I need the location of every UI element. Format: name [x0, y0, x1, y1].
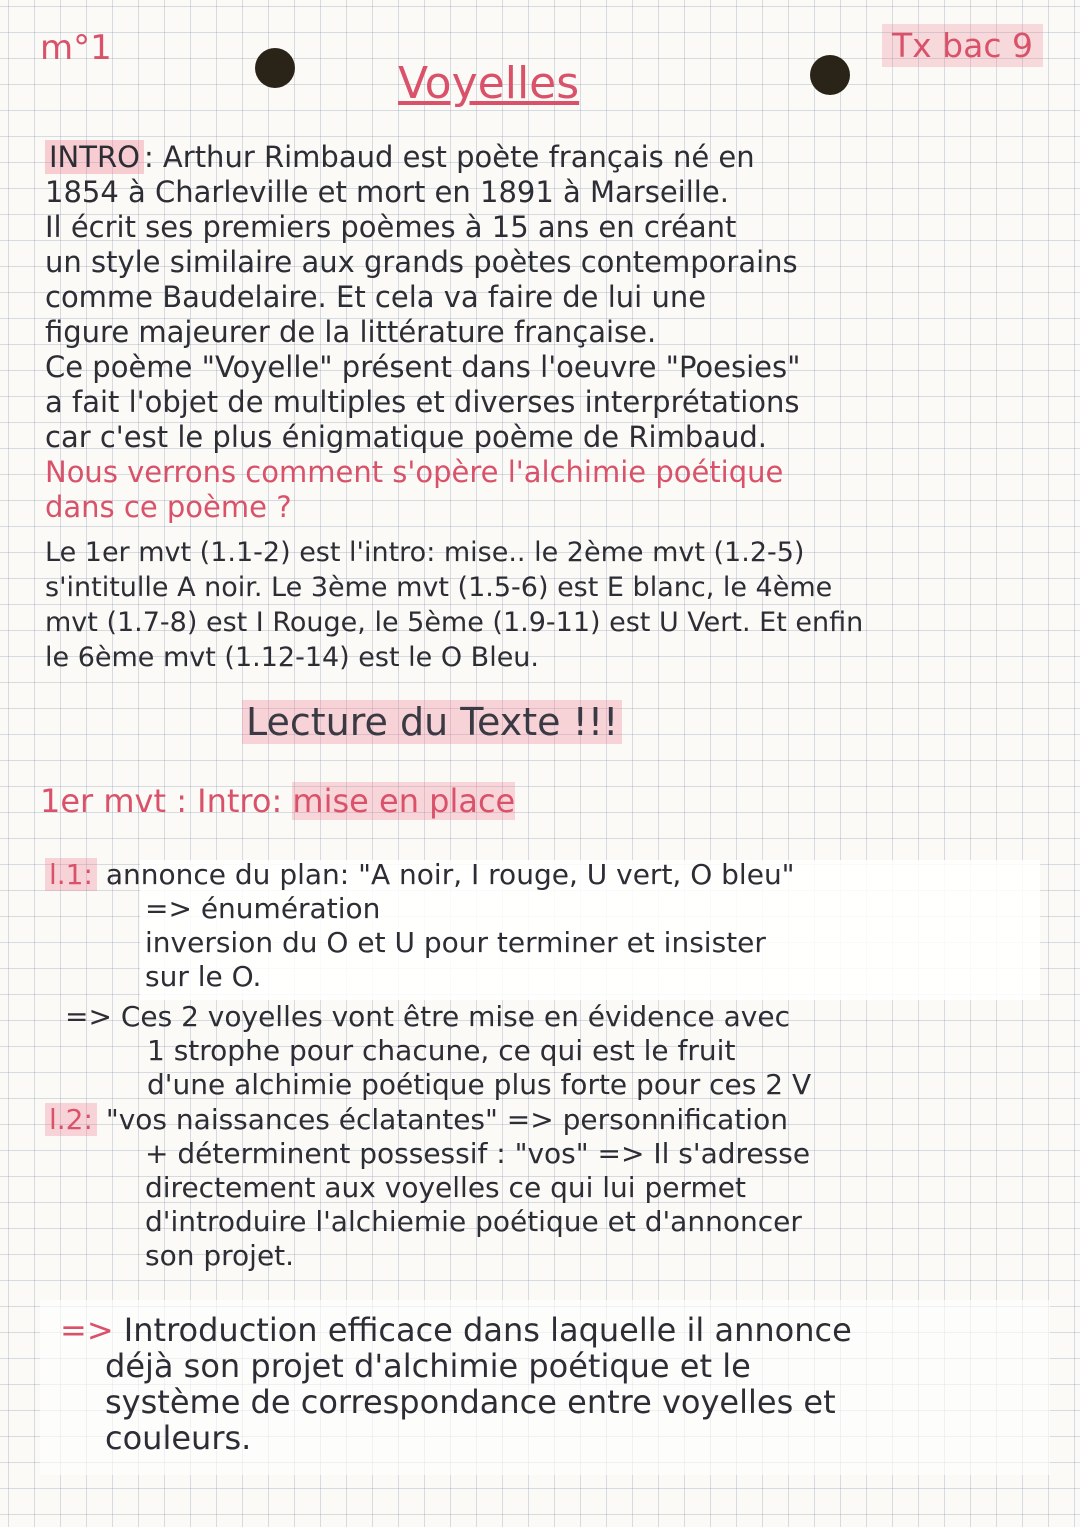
problem-line: Nous verrons comment s'opère l'alchimie poétique [45, 455, 784, 489]
intro-line: INTRO : Arthur Rimbaud est poète français né en [45, 140, 800, 175]
plan-line: Le 1er mvt (1.1-2) est l'intro: mise.. le 2ème mvt (1.2-5) [45, 537, 805, 568]
analysis-l2: l.2: "vos naissances éclatantes" => personnification + déterminent possessif : "vos" => Il s'adresse directement aux voyelles ce qui lui permet d'introduire l'alchiemie poétique et d'annoncer son projet. [45, 1103, 810, 1273]
page-title: Voyelles [398, 58, 580, 109]
intro-line: Ce poème "Voyelle" présent dans l'oeuvre "Poesies" [45, 350, 801, 384]
plan-block [45, 535, 863, 675]
intro-line: Il écrit ses premiers poèmes à 15 ans en créant [45, 210, 737, 244]
mvt1-prefix: 1er mvt : Intro: [40, 782, 283, 820]
line-label: l.2: [45, 1103, 97, 1136]
line-label: l.1: [45, 858, 97, 891]
punch-hole-right [810, 55, 850, 95]
intro-block [45, 140, 800, 525]
text-reference: Tx bac 9 [882, 24, 1043, 67]
plan-line: le 6ème mvt (1.12-14) est le O Bleu. [45, 642, 540, 673]
intro-line: comme Baudelaire. Et cela va faire de lui une [45, 280, 707, 314]
mvt1-heading [40, 782, 515, 820]
analysis-arrow: => Ces 2 voyelles vont être mise en évidence avec 1 strophe pour chacune, ce qui est le fruit d'une alchimie poétique plus forte pour ces 2 V [65, 1000, 812, 1101]
problem-line: dans ce poème ? [45, 490, 292, 524]
analysis-l1: l.1: annonce du plan: "A noir, I rouge, U vert, O bleu" => énumération inversion du O et U pour terminer et insister sur le O. [45, 858, 795, 994]
mvt1-title: mise en place [292, 782, 516, 820]
intro-line: figure majeurer de la littérature française. [45, 315, 657, 349]
lecture-heading: Lecture du Texte !!! [242, 700, 622, 744]
intro-line: un style similaire aux grands poètes contemporains [45, 245, 798, 279]
conclusion: => Introduction efficace dans laquelle il annonce déjà son projet d'alchimie poétique et le système de correspondance entre voyelles et couleurs. [60, 1311, 852, 1457]
punch-hole-left [255, 48, 295, 88]
plan-line: s'intitulle A noir. Le 3ème mvt (1.5-6) est E blanc, le 4ème [45, 572, 833, 603]
intro-line: 1854 à Charleville et mort en 1891 à Marseille. [45, 175, 729, 209]
sheet-number: m°1 [40, 28, 112, 68]
arrow-icon: => [60, 1311, 114, 1349]
intro-line: car c'est le plus énigmatique poème de Rimbaud. [45, 420, 767, 454]
plan-line: mvt (1.7-8) est I Rouge, le 5ème (1.9-11) est U Vert. Et enfin [45, 607, 864, 638]
intro-line: a fait l'objet de multiples et diverses interprétations [45, 385, 800, 419]
intro-label: INTRO [45, 140, 144, 174]
